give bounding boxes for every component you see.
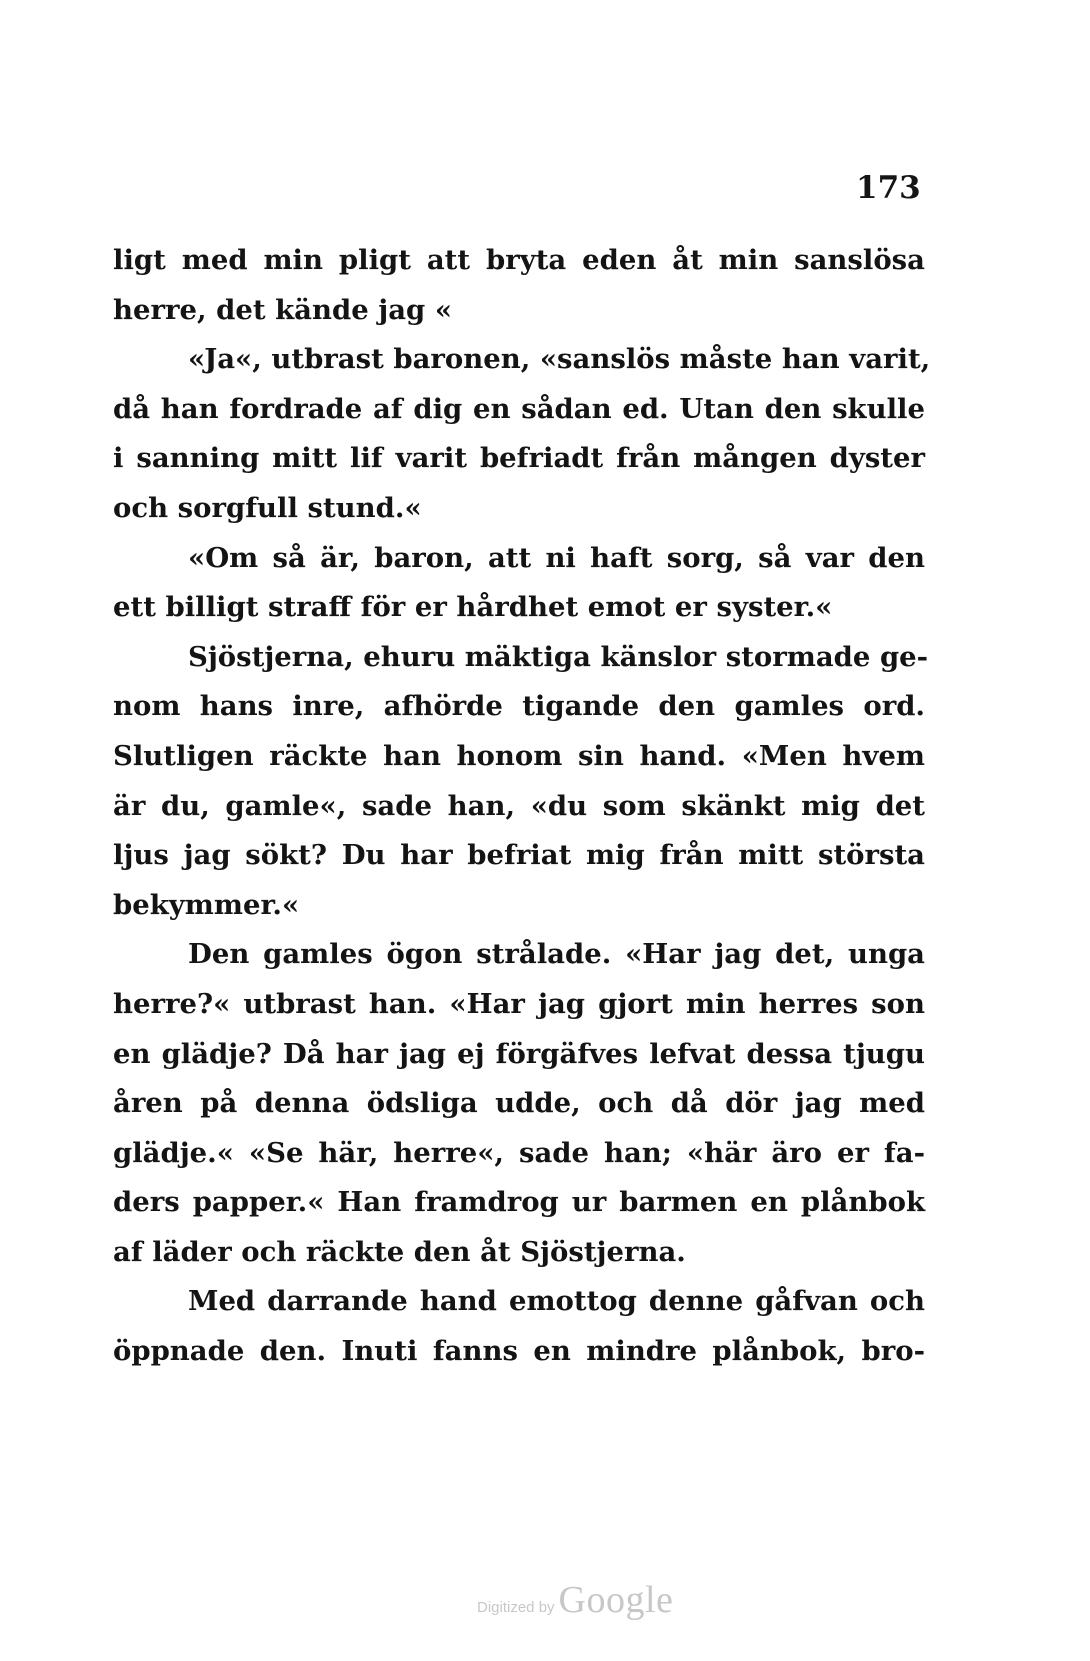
text-line: ett billigt straff för er hårdhet emot er syster.« <box>113 591 833 624</box>
digitized-watermark <box>477 1578 727 1628</box>
watermark-prefix: Digitized by <box>477 1599 555 1616</box>
text-line: ligt med min pligt att bryta eden åt min sanslösa <box>113 244 925 276</box>
body-text <box>113 236 931 1377</box>
text-line: nom hans inre, afhörde tigande den gamles ord. <box>113 690 925 723</box>
text-line: «Om så är, baron, att ni haft sorg, så var den <box>188 541 925 574</box>
text-line: Slutligen räckte han honom sin hand. «Men hvem <box>113 739 925 772</box>
text-line: bekymmer.« <box>113 888 300 921</box>
text-line: en glädje? Då har jag ej förgäfves lefvat dessa tjugu <box>113 1037 925 1070</box>
text-line: och sorgfull stund.« <box>113 491 422 524</box>
text-line: är du, gamle«, sade han, «du som skänkt mig det <box>113 789 925 822</box>
text-line: Med darrande hand emottog denne gåfvan och <box>188 1285 925 1318</box>
text-line: herre, det kände jag « <box>113 293 453 326</box>
text-line: ljus jag sökt? Du har befriat mig från mitt största <box>113 839 925 872</box>
text-line: glädje.« «Se här, herre«, sade han; «här äro er fa- <box>113 1136 925 1169</box>
text-line: herre?« utbrast han. «Har jag gjort min herres son <box>113 987 925 1020</box>
page-number: 173 <box>856 170 921 206</box>
text-line: Sjöstjerna, ehuru mäktiga känslor stormade ge- <box>188 640 929 673</box>
text-line: af läder och räckte den åt Sjöstjerna. <box>113 1235 686 1268</box>
text-line: ders papper.« Han framdrog ur barmen en plånbok <box>113 1186 925 1219</box>
text-line: öppnade den. Inuti fanns en mindre plånbok, bro- <box>113 1335 925 1368</box>
text-line: Den gamles ögon strålade. «Har jag det, unga <box>188 938 925 971</box>
text-line: åren på denna ödsliga udde, och då dör jag med <box>113 1087 925 1120</box>
text-line: «Ja«, utbrast baronen, «sanslös måste han varit, <box>188 343 931 376</box>
google-logo: Google <box>558 1579 674 1621</box>
text-line: då han fordrade af dig en sådan ed. Utan den skulle <box>113 392 925 425</box>
text-line: i sanning mitt lif varit befriadt från mången dyster <box>113 442 925 475</box>
